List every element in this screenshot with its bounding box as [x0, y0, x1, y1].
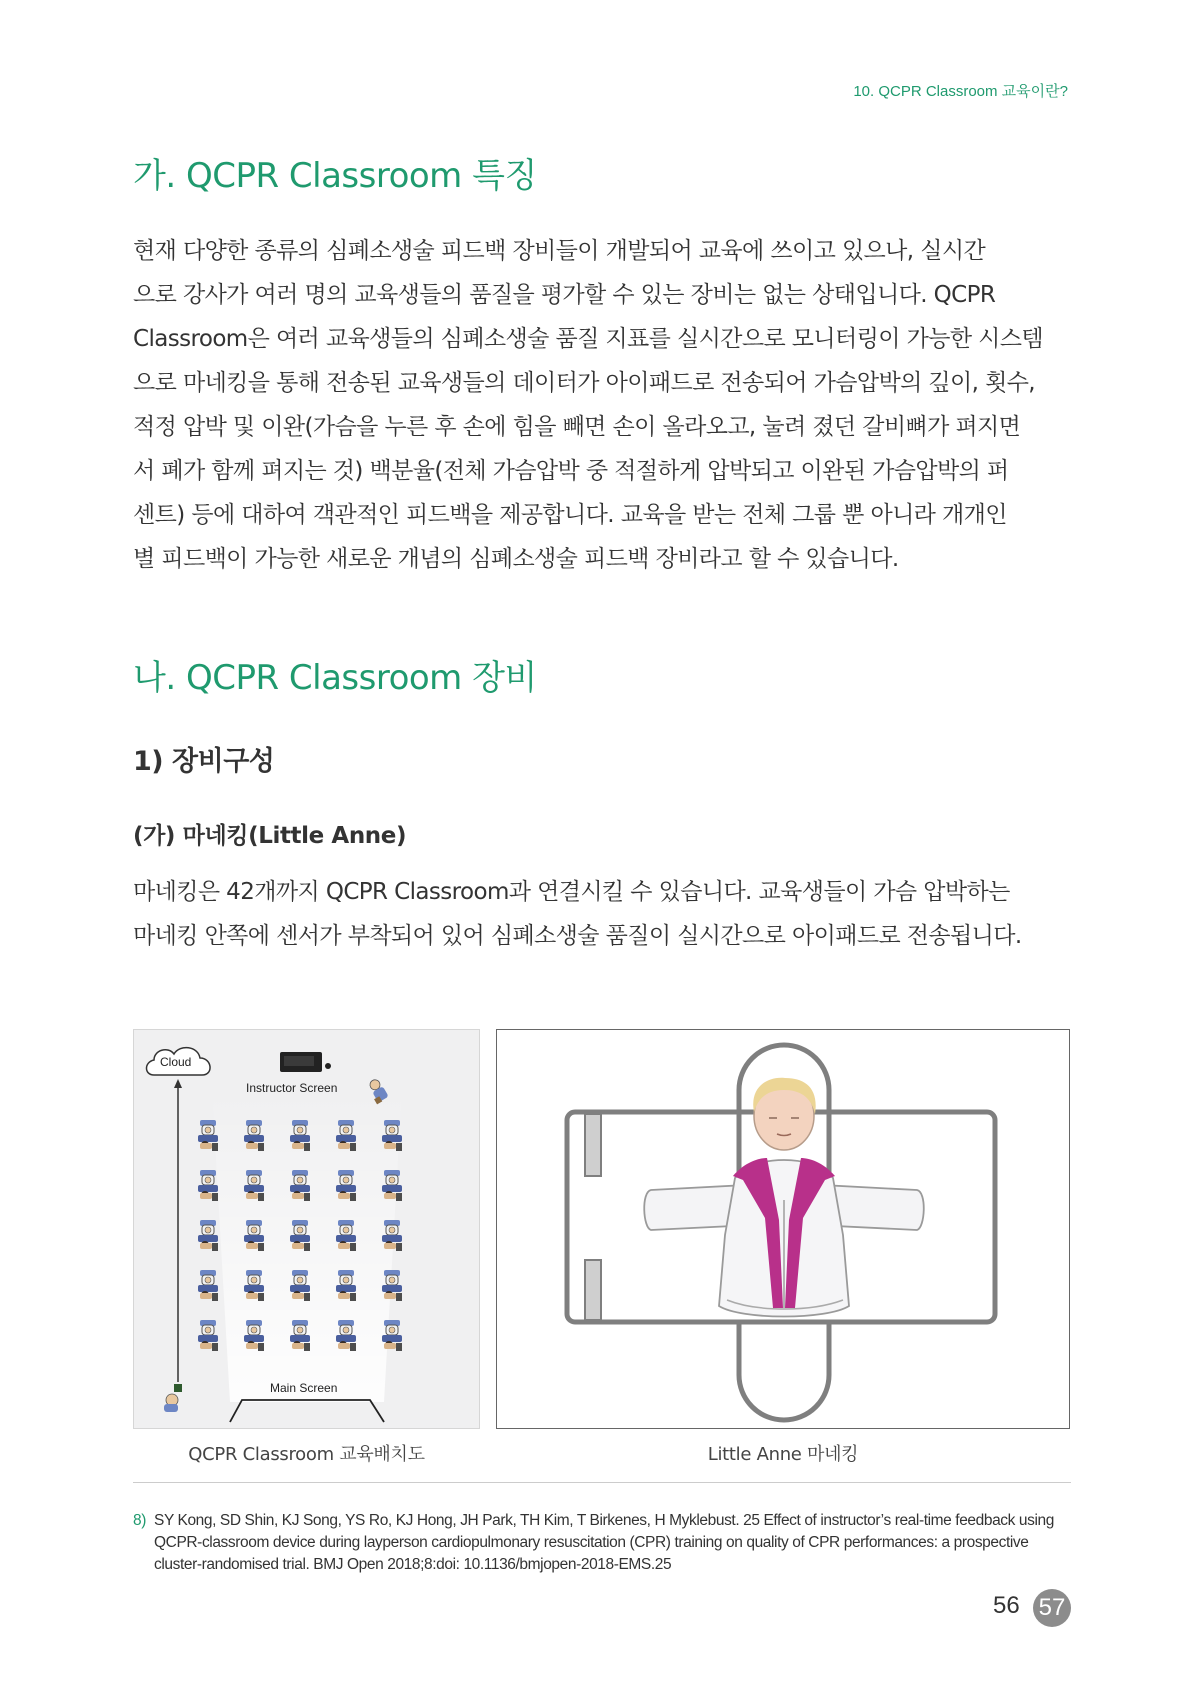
section-na-paragraph: [133, 870, 1071, 958]
instructor-screen-icon: [280, 1052, 331, 1072]
paragraph-line: 서 폐가 함께 펴지는 것) 백분율(전체 가슴압박 중 적절하게 압박되고 이완된 가슴압박의 퍼: [133, 458, 1009, 484]
section-ga-title: 가. QCPR Classroom 특징: [133, 156, 537, 196]
section-ga-paragraph: [133, 229, 1071, 581]
page-number-left: 56: [993, 1592, 1020, 1619]
instructor-screen-label: Instructor Screen: [246, 1081, 338, 1095]
little-anne-figure: [496, 1029, 1070, 1429]
footnote: [133, 1510, 1073, 1576]
paragraph-line: Classroom은 여러 교육생들의 심폐소생술 품질 지표를 실시간으로 모니터링이 가능한 시스템: [133, 326, 1044, 352]
running-header: 10. QCPR Classroom 교육이란?: [853, 83, 1068, 100]
manikin-torso: [719, 1158, 849, 1317]
paragraph-line: 별 피드백이 가능한 새로운 개념의 심폐소생술 피드백 장비라고 할 수 있습니다.: [133, 546, 899, 572]
left-figure-caption: QCPR Classroom 교육배치도: [188, 1444, 425, 1465]
manikin-head: [753, 1078, 815, 1150]
classroom-layout-figure: [133, 1029, 480, 1429]
paragraph-line: 센트) 등에 대하여 객관적인 피드백을 제공합니다. 교육을 받는 전체 그룹 뿐 아니라 개개인: [133, 502, 1007, 528]
paragraph-line: 마네킹은 42개까지 QCPR Classroom과 연결시킬 수 있습니다. 교육생들이 가슴 압박하는: [133, 879, 1010, 905]
right-figure-caption: Little Anne 마네킹: [707, 1444, 859, 1465]
footnote-divider: [133, 1482, 1071, 1483]
paragraph-line: 으로 마네킹을 통해 전송된 교육생들의 데이터가 아이패드로 전송되어 가슴압박의 깊이, 횟수,: [133, 370, 1036, 396]
footnote-text: SY Kong, SD Shin, KJ Song, YS Ro, KJ Hong, JH Park, TH Kim, T Birkenes, H Myklebust. 25 Effect of instructor’s real-time feedback using QCPR-classroom device during layperson cardiopulmonary resuscitation (CPR) training on quality of CPR performances: a prospective cluster-randomised trial. BMJ Open 2018;8:doi: 10.1136/bmjopen-2018-EMS.25: [154, 1512, 1054, 1573]
paragraph-line: 마네킹 안쪽에 센서가 부착되어 있어 심폐소생술 품질이 실시간으로 아이패드로 전송됩니다.: [133, 923, 1022, 949]
upload-arrow-icon: [174, 1079, 182, 1382]
paragraph-line: 적정 압박 및 이완(가슴을 누른 후 손에 힘을 빼면 손이 올라오고, 눌려 졌던 갈비뼈가 펴지면: [133, 414, 1021, 440]
board-handles: [585, 1114, 601, 1320]
manikin-subsubtitle: (가) 마네킹(Little Anne): [133, 823, 407, 849]
section-na-title: 나. QCPR Classroom 장비: [133, 658, 537, 698]
presenter-icon: [164, 1384, 182, 1412]
main-screen-icon: [230, 1400, 384, 1422]
page-number-right: 57: [1033, 1589, 1071, 1627]
paragraph-line: 현재 다양한 종류의 심폐소생술 피드백 장비들이 개발되어 교육에 쓰이고 있으나, 실시간: [133, 238, 986, 264]
main-screen-label: Main Screen: [270, 1381, 338, 1395]
paragraph-line: 으로 강사가 여러 명의 교육생들의 품질을 평가할 수 있는 장비는 없는 상태입니다. QCPR: [133, 282, 996, 308]
equipment-subtitle: 1) 장비구성: [133, 746, 275, 777]
cloud-label: Cloud: [160, 1055, 192, 1069]
footnote-number: 8): [133, 1512, 146, 1529]
